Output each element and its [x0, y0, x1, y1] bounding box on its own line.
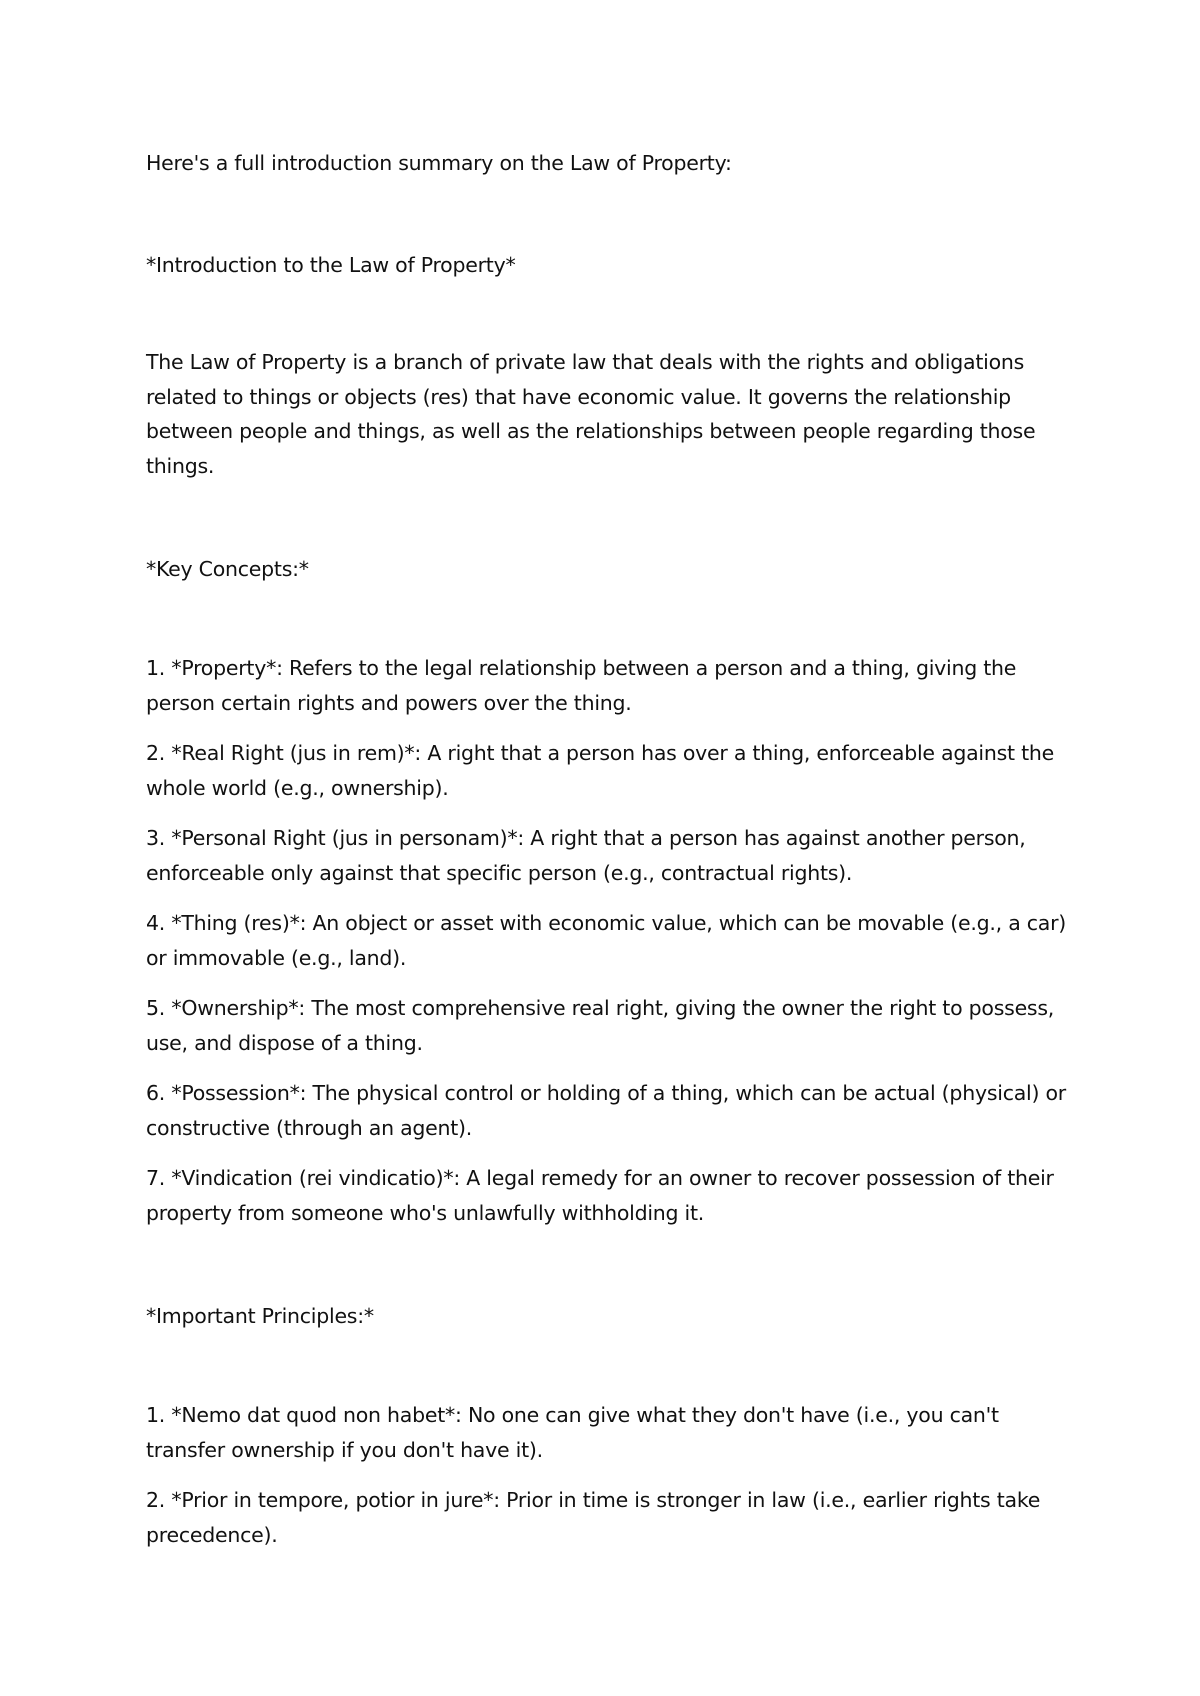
key-concept-item-5: 5. *Ownership*: The most comprehensive real right, giving the owner the right to possess, use, and dispose of a thing.: [146, 996, 1055, 1055]
key-concept-item-3: 3. *Personal Right (jus in personam)*: A right that a person has against another person, enforceable only against that specific person (e.g., contractual rights).: [146, 826, 1026, 885]
key-concept-item-2: 2. *Real Right (jus in rem)*: A right that a person has over a thing, enforceable against the whole world (e.g., ownership).: [146, 741, 1054, 800]
intro-paragraph: The Law of Property is a branch of private law that deals with the rights and obligations related to things or objects (res) that have economic value. It governs the relationship between people and things, as well as the relationships between people regarding those things.: [146, 350, 1036, 478]
section-title: *Introduction to the Law of Property*: [146, 253, 516, 277]
key-concept-item-1: 1. *Property*: Refers to the legal relationship between a person and a thing, giving the person certain rights and powers over the thing.: [146, 656, 1017, 715]
key-concept-item-6: 6. *Possession*: The physical control or holding of a thing, which can be actual (physical) or constructive (through an agent).: [146, 1081, 1066, 1140]
key-concept-item-7: 7. *Vindication (rei vindicatio)*: A legal remedy for an owner to recover possession of their property from someone who's unlawfully withholding it.: [146, 1166, 1054, 1225]
principle-item-1: 1. *Nemo dat quod non habet*: No one can give what they don't have (i.e., you can't transfer ownership if you don't have it).: [146, 1403, 999, 1462]
key-concepts-heading: *Key Concepts:*: [146, 557, 309, 581]
key-concept-item-4: 4. *Thing (res)*: An object or asset with economic value, which can be movable (e.g., a car) or immovable (e.g., land).: [146, 911, 1067, 970]
principles-heading: *Important Principles:*: [146, 1304, 374, 1328]
intro-line: Here's a full introduction summary on the Law of Property:: [146, 151, 732, 175]
principle-item-2: 2. *Prior in tempore, potior in jure*: Prior in time is stronger in law (i.e., earlier rights take precedence).: [146, 1488, 1041, 1547]
